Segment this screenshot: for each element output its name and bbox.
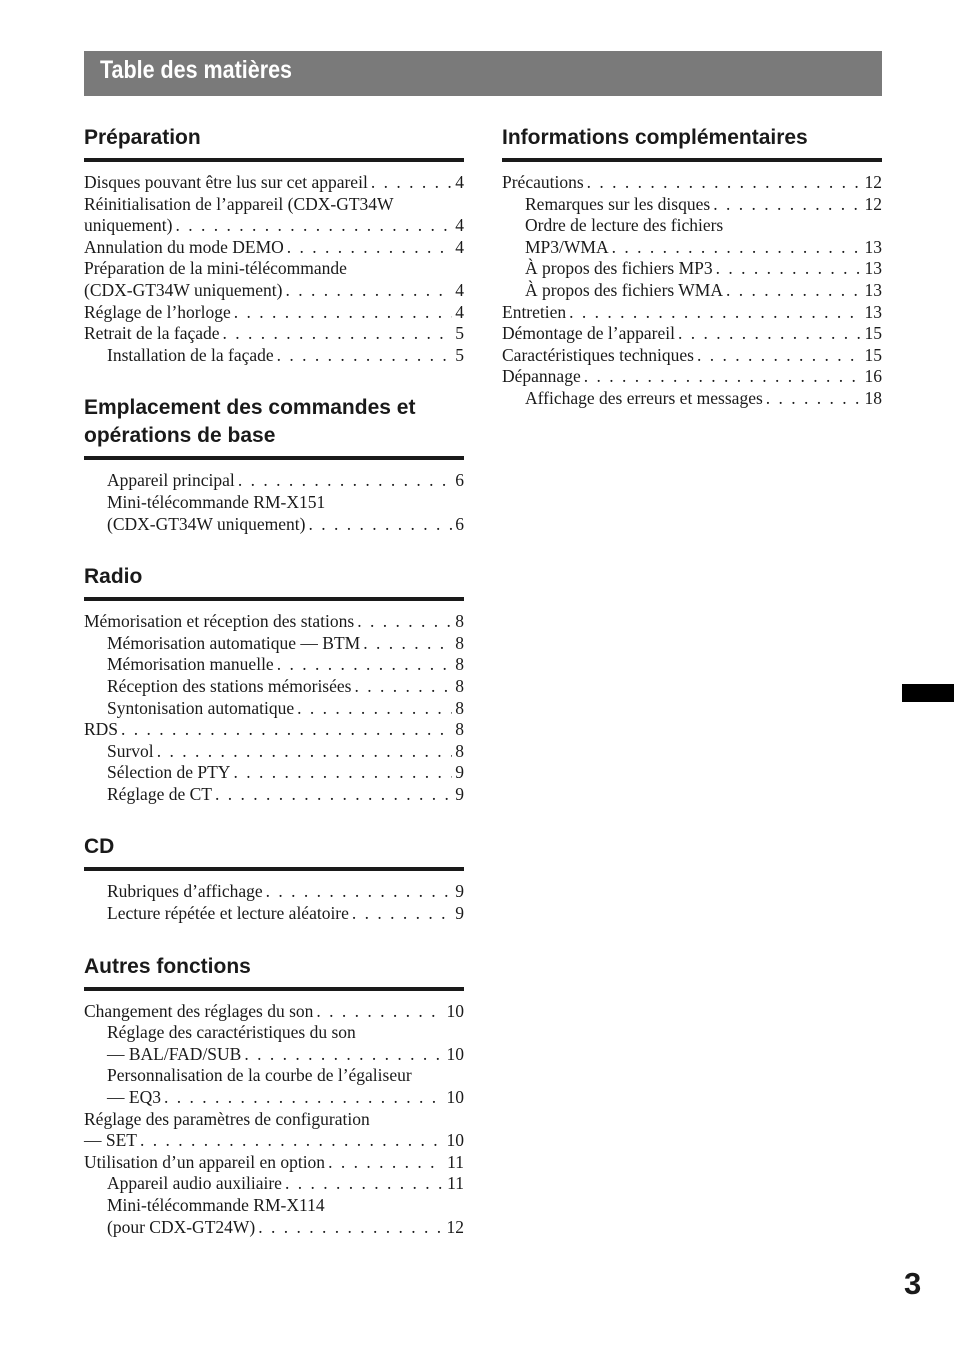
toc-entry-text: Entretien — [502, 301, 567, 322]
toc-entry[interactable] — [502, 258, 882, 280]
toc-entry-text: Lecture répétée et lecture aléatoire — [107, 903, 349, 924]
toc-entry-page: 6 — [455, 470, 464, 491]
toc-entry — [84, 1195, 464, 1217]
toc-entry[interactable] — [502, 172, 882, 194]
toc-entry-text: Sélection de PTY — [107, 762, 231, 783]
toc-entry — [84, 1022, 464, 1044]
dot-leader — [287, 237, 452, 259]
toc-entry[interactable] — [84, 1152, 464, 1174]
toc-entry-page: 9 — [455, 903, 464, 924]
toc-entry-page: 12 — [864, 193, 882, 214]
toc-entry-page: 4 — [455, 172, 464, 192]
toc-entry-text: Réglage de CT — [107, 783, 212, 804]
toc-entry-text: Précautions — [502, 172, 584, 192]
dot-leader — [569, 302, 861, 324]
toc-entry-text: Syntonisation automatique — [107, 697, 295, 718]
dot-leader — [678, 323, 862, 345]
toc-entry — [84, 1109, 464, 1131]
section-cd — [84, 827, 464, 924]
side-tab-marker — [902, 684, 954, 702]
toc-entry-page: 4 — [455, 236, 464, 257]
toc-entry[interactable] — [84, 676, 464, 698]
toc-entry-page: 8 — [455, 697, 464, 718]
toc-entry-page: 13 — [864, 258, 882, 279]
toc-entry[interactable] — [84, 741, 464, 763]
toc-entry-page: 13 — [864, 236, 882, 257]
toc-entry-text: Remarques sur les disques — [525, 193, 711, 214]
toc-entry[interactable] — [84, 903, 464, 925]
dot-leader — [244, 1044, 443, 1066]
dot-leader — [612, 237, 862, 259]
toc-entry-text: Installation de la façade — [107, 344, 274, 365]
toc-entry-page: 8 — [455, 719, 464, 740]
section-emplacement-des-commandes-et-operations-de-base — [84, 388, 464, 535]
dot-leader — [234, 302, 452, 324]
toc-entry[interactable] — [502, 388, 882, 410]
toc-entry-page: 12 — [864, 172, 882, 192]
toc-entry[interactable] — [84, 1130, 464, 1152]
toc-entry-page: 4 — [455, 215, 464, 236]
toc-entry[interactable] — [84, 654, 464, 676]
toc-entry-text: Appareil principal — [107, 470, 235, 491]
dot-leader — [328, 1152, 444, 1174]
toc-entry-text: Annulation du mode DEMO — [84, 236, 284, 257]
toc-entry-text: Réinitialisation de l’appareil (CDX-GT34W — [84, 193, 394, 214]
toc-entry[interactable] — [502, 345, 882, 367]
toc-entry[interactable] — [84, 611, 464, 633]
toc-entry[interactable] — [502, 194, 882, 216]
toc-entry-text: Mini-télécommande RM-X151 — [107, 491, 326, 512]
dot-leader — [164, 1087, 444, 1109]
toc-entry-page: 4 — [455, 279, 464, 300]
toc-entry-text: Personnalisation de la courbe de l’égaliseur — [107, 1065, 412, 1086]
dot-leader — [297, 698, 452, 720]
toc-entry-text: Réglage des paramètres de configuration — [84, 1108, 370, 1129]
toc-entry-page: 8 — [455, 611, 464, 632]
dot-leader — [266, 881, 453, 903]
toc-entry-page: 10 — [446, 1087, 464, 1108]
toc-entry-text: Mémorisation automatique — BTM — [107, 632, 361, 653]
section-preparation — [84, 118, 464, 366]
toc-entry[interactable] — [84, 762, 464, 784]
toc-entry[interactable] — [84, 172, 464, 194]
dot-leader — [363, 633, 452, 655]
toc-entry[interactable] — [84, 1087, 464, 1109]
toc-entry — [84, 258, 464, 280]
right-column — [502, 118, 882, 432]
toc-entry-text: Utilisation d’un appareil en option — [84, 1151, 326, 1172]
toc-entry-text: (CDX-GT34W uniquement) — [107, 513, 306, 534]
toc-entry[interactable] — [502, 280, 882, 302]
section-autres-fonctions — [84, 947, 464, 1239]
toc-entry-page: 12 — [446, 1216, 464, 1237]
toc-entry[interactable] — [84, 719, 464, 741]
toc-entry — [84, 1065, 464, 1087]
dot-leader — [277, 345, 453, 367]
toc-entry-text: uniquement) — [84, 215, 173, 236]
toc-entry-page: 11 — [447, 1151, 464, 1172]
toc-entry-page: 13 — [864, 279, 882, 300]
toc-entry[interactable] — [84, 514, 464, 536]
toc-entry[interactable] — [84, 1001, 464, 1023]
toc-entry-text: Caractéristiques techniques — [502, 344, 694, 365]
dot-leader — [587, 172, 862, 194]
toc-entry-page: 13 — [864, 301, 882, 322]
section-heading: CD — [84, 827, 464, 871]
dot-leader — [215, 784, 452, 806]
toc-entry-text: Disques pouvant être lus sur cet appareil — [84, 172, 368, 192]
dot-leader — [258, 1217, 443, 1239]
toc-entry-text: Préparation de la mini-télécommande — [84, 258, 347, 279]
toc-entry-text: Ordre de lecture des fichiers — [525, 215, 724, 236]
toc-entry-text: (pour CDX-GT24W) — [107, 1216, 256, 1237]
section-radio — [84, 557, 464, 805]
toc-entry[interactable] — [502, 323, 882, 345]
section-heading: Radio — [84, 557, 464, 601]
toc-entry-text: MP3/WMA — [525, 236, 609, 257]
dot-leader — [308, 514, 452, 536]
dot-leader — [716, 258, 862, 280]
dot-leader — [357, 611, 452, 633]
toc-entry-page: 5 — [455, 344, 464, 365]
toc-entry[interactable] — [502, 302, 882, 324]
toc-entry-page: 11 — [447, 1173, 464, 1194]
toc-entry[interactable] — [502, 366, 882, 388]
title-bar — [84, 51, 882, 96]
toc-entry[interactable] — [84, 323, 464, 345]
left-column — [84, 118, 464, 1260]
toc-entry-text: — SET — [84, 1130, 137, 1151]
toc-entry-text: Survol — [107, 740, 154, 761]
dot-leader — [121, 719, 452, 741]
toc-entry[interactable] — [84, 881, 464, 903]
dot-leader — [354, 676, 452, 698]
dot-leader — [223, 323, 453, 345]
toc-entry-text: Mémorisation et réception des stations — [84, 611, 355, 632]
toc-entry-page: 8 — [455, 654, 464, 675]
toc-entry-page: 15 — [864, 344, 882, 365]
toc-entry-page: 15 — [864, 323, 882, 344]
dot-leader — [766, 388, 862, 410]
toc-entry-page: 10 — [446, 1130, 464, 1151]
dot-leader — [713, 194, 861, 216]
dot-leader — [175, 215, 452, 237]
toc-entry[interactable] — [84, 633, 464, 655]
toc-entry-page: 6 — [455, 513, 464, 534]
toc-entry-page: 16 — [864, 366, 882, 387]
toc-entry — [84, 194, 464, 216]
toc-entry-page: 10 — [446, 1000, 464, 1021]
toc-entry-page: 8 — [455, 632, 464, 653]
section-heading: Informations complémentaires — [502, 118, 882, 162]
toc-entry[interactable] — [84, 345, 464, 367]
toc-entry-page: 9 — [455, 881, 464, 902]
toc-entry-page: 18 — [864, 387, 882, 408]
toc-entry-text: Démontage de l’appareil — [502, 323, 675, 344]
dot-leader — [584, 366, 862, 388]
toc-entry-page: 10 — [446, 1043, 464, 1064]
toc-entry[interactable] — [84, 215, 464, 237]
toc-entry-page: 8 — [455, 675, 464, 696]
toc-entry-text: Dépannage — [502, 366, 581, 387]
toc-entry-text: Réception des stations mémorisées — [107, 675, 352, 696]
toc-entry[interactable] — [84, 1044, 464, 1066]
toc-entry[interactable] — [84, 1217, 464, 1239]
toc-entry-text: À propos des fichiers MP3 — [525, 258, 713, 279]
toc-entry[interactable] — [502, 237, 882, 259]
section-heading: Préparation — [84, 118, 464, 162]
page-title: Table des matières — [100, 56, 293, 84]
dot-leader — [352, 903, 452, 925]
dot-leader — [285, 1173, 444, 1195]
toc-entry-text: Rubriques d’affichage — [107, 881, 263, 902]
toc-entry-text: — EQ3 — [107, 1087, 161, 1108]
toc-entry-text: Appareil audio auxiliaire — [107, 1173, 282, 1194]
toc-entry-page: 9 — [455, 762, 464, 783]
dot-leader — [371, 172, 452, 194]
toc-entry-text: Retrait de la façade — [84, 323, 220, 344]
toc-entry-text: Mini-télécommande RM-X114 — [107, 1195, 325, 1215]
toc-entry-text: Affichage des erreurs et messages — [525, 387, 763, 408]
toc-entry-text: À propos des fichiers WMA — [525, 279, 723, 300]
toc-entry[interactable] — [84, 302, 464, 324]
dot-leader — [726, 280, 862, 302]
toc-entry[interactable] — [84, 470, 464, 492]
dot-leader — [238, 470, 452, 492]
toc-entry-text: Changement des réglages du son — [84, 1000, 314, 1021]
toc-entry-text: (CDX-GT34W uniquement) — [84, 279, 283, 300]
dot-leader — [697, 345, 862, 367]
toc-entry-text: Réglage de l’horloge — [84, 301, 231, 322]
toc-entry[interactable] — [84, 280, 464, 302]
page-number: 3 — [904, 1266, 922, 1301]
dot-leader — [157, 741, 453, 763]
toc-entry[interactable] — [84, 1173, 464, 1195]
toc-entry-page: 9 — [455, 783, 464, 804]
toc-entry[interactable] — [84, 698, 464, 720]
section-heading: Emplacement des commandes et opérations de base — [84, 388, 464, 460]
toc-entry-text: RDS — [84, 719, 119, 740]
section-heading: Autres fonctions — [84, 947, 464, 991]
dot-leader — [316, 1001, 443, 1023]
toc-entry-text: — BAL/FAD/SUB — [107, 1043, 242, 1064]
toc-entry-page: 4 — [455, 301, 464, 322]
toc-entry — [502, 215, 882, 237]
toc-entry-page: 5 — [455, 323, 464, 344]
toc-entry[interactable] — [84, 237, 464, 259]
toc-entry[interactable] — [84, 784, 464, 806]
dot-leader — [233, 762, 452, 784]
dot-leader — [140, 1130, 444, 1152]
toc-entry — [84, 492, 464, 514]
dot-leader — [277, 654, 453, 676]
section-informations-complementaires — [502, 118, 882, 410]
dot-leader — [285, 280, 452, 302]
toc-entry-text: Réglage des caractéristiques du son — [107, 1022, 356, 1043]
toc-entry-page: 8 — [455, 740, 464, 761]
toc-entry-text: Mémorisation manuelle — [107, 654, 274, 675]
